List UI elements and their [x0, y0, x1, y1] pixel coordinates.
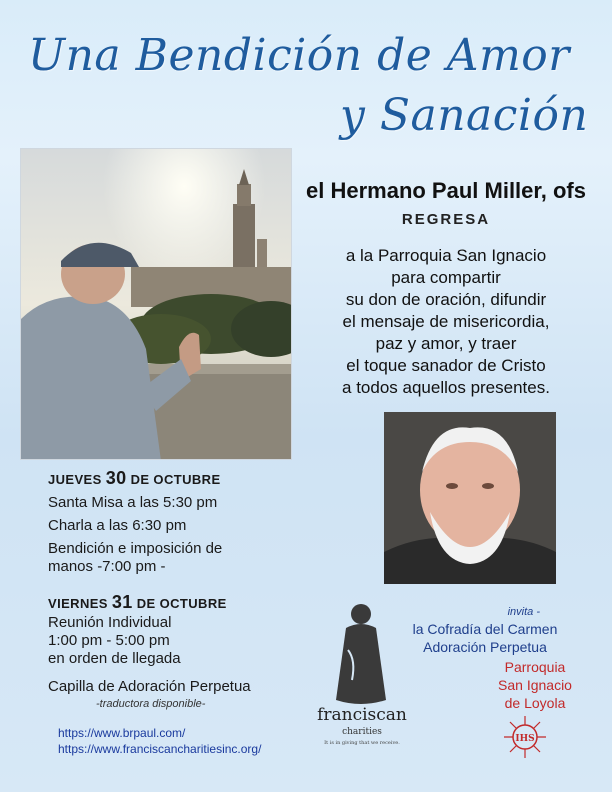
message-line: a la Parroquia San Ignacio	[345, 246, 547, 265]
speaker-name: el Hermano Paul Miller, ofs	[306, 178, 586, 203]
schedule-item: Reunión Individual	[48, 614, 172, 631]
friday-prefix: VIERNES	[48, 596, 108, 611]
invite-organization	[400, 620, 570, 656]
link-brpaul[interactable]: https://www.brpaul.com/	[58, 726, 186, 740]
event-message	[296, 245, 596, 399]
photo-portrait	[384, 412, 556, 584]
friday-day: 31	[111, 592, 133, 612]
flyer-title-line1: Una Bendición de Amor	[28, 30, 570, 81]
parish-line: de Loyola	[504, 695, 566, 711]
flyer-title-line2: y Sanación	[340, 90, 589, 141]
message-line: paz y amor, y traer	[375, 334, 517, 353]
invite-org-line: la Cofradía del Carmen	[412, 621, 558, 637]
message-line: a todos aquellos presentes.	[342, 378, 550, 397]
franciscan-figure-icon	[326, 600, 396, 710]
thursday-prefix: JUEVES	[48, 472, 102, 487]
invite-org-line: Adoración Perpetua	[423, 639, 547, 655]
friday-schedule	[48, 614, 338, 668]
thursday-day: 30	[105, 468, 127, 488]
friday-heading	[48, 592, 227, 613]
message-line: su don de oración, difundir	[345, 290, 547, 309]
parish-line: Parroquia	[504, 659, 566, 675]
message-line: el mensaje de misericordia,	[342, 312, 550, 331]
schedule-item: Charla a las 6:30 pm	[48, 517, 187, 534]
seal-text: IHS	[515, 734, 535, 744]
returns-label: REGRESA	[401, 211, 491, 228]
thursday-heading	[48, 468, 221, 489]
schedule-item: Santa Misa a las 5:30 pm	[48, 494, 218, 511]
friday-suffix: DE OCTUBRE	[136, 596, 227, 611]
translator-note: -traductora disponible-	[96, 698, 206, 710]
thursday-suffix: DE OCTUBRE	[130, 472, 221, 487]
thursday-schedule	[48, 494, 338, 581]
parish-line: San Ignacio	[498, 677, 572, 693]
logo-subtitle: charities	[342, 727, 382, 737]
schedule-item: en orden de llegada	[48, 650, 181, 667]
schedule-item: Bendición e imposición de manos -7:00 pm -	[48, 540, 223, 575]
photo-man-waving	[20, 148, 292, 460]
chapel-location: Capilla de Adoración Perpetua	[48, 678, 251, 695]
logo-tagline: It is in giving that we receive.	[324, 740, 400, 746]
message-line: el toque sanador de Cristo	[346, 356, 546, 375]
schedule-item: 1:00 pm - 5:00 pm	[48, 632, 170, 649]
ihs-seal-icon	[502, 714, 548, 760]
link-franciscan-charities[interactable]: https://www.franciscancharitiesinc.org/	[58, 742, 262, 756]
message-line: para compartir	[391, 268, 501, 287]
logo-wordmark: franciscan	[317, 705, 407, 725]
parish-name	[470, 658, 600, 712]
invite-label: invita -	[507, 606, 540, 618]
